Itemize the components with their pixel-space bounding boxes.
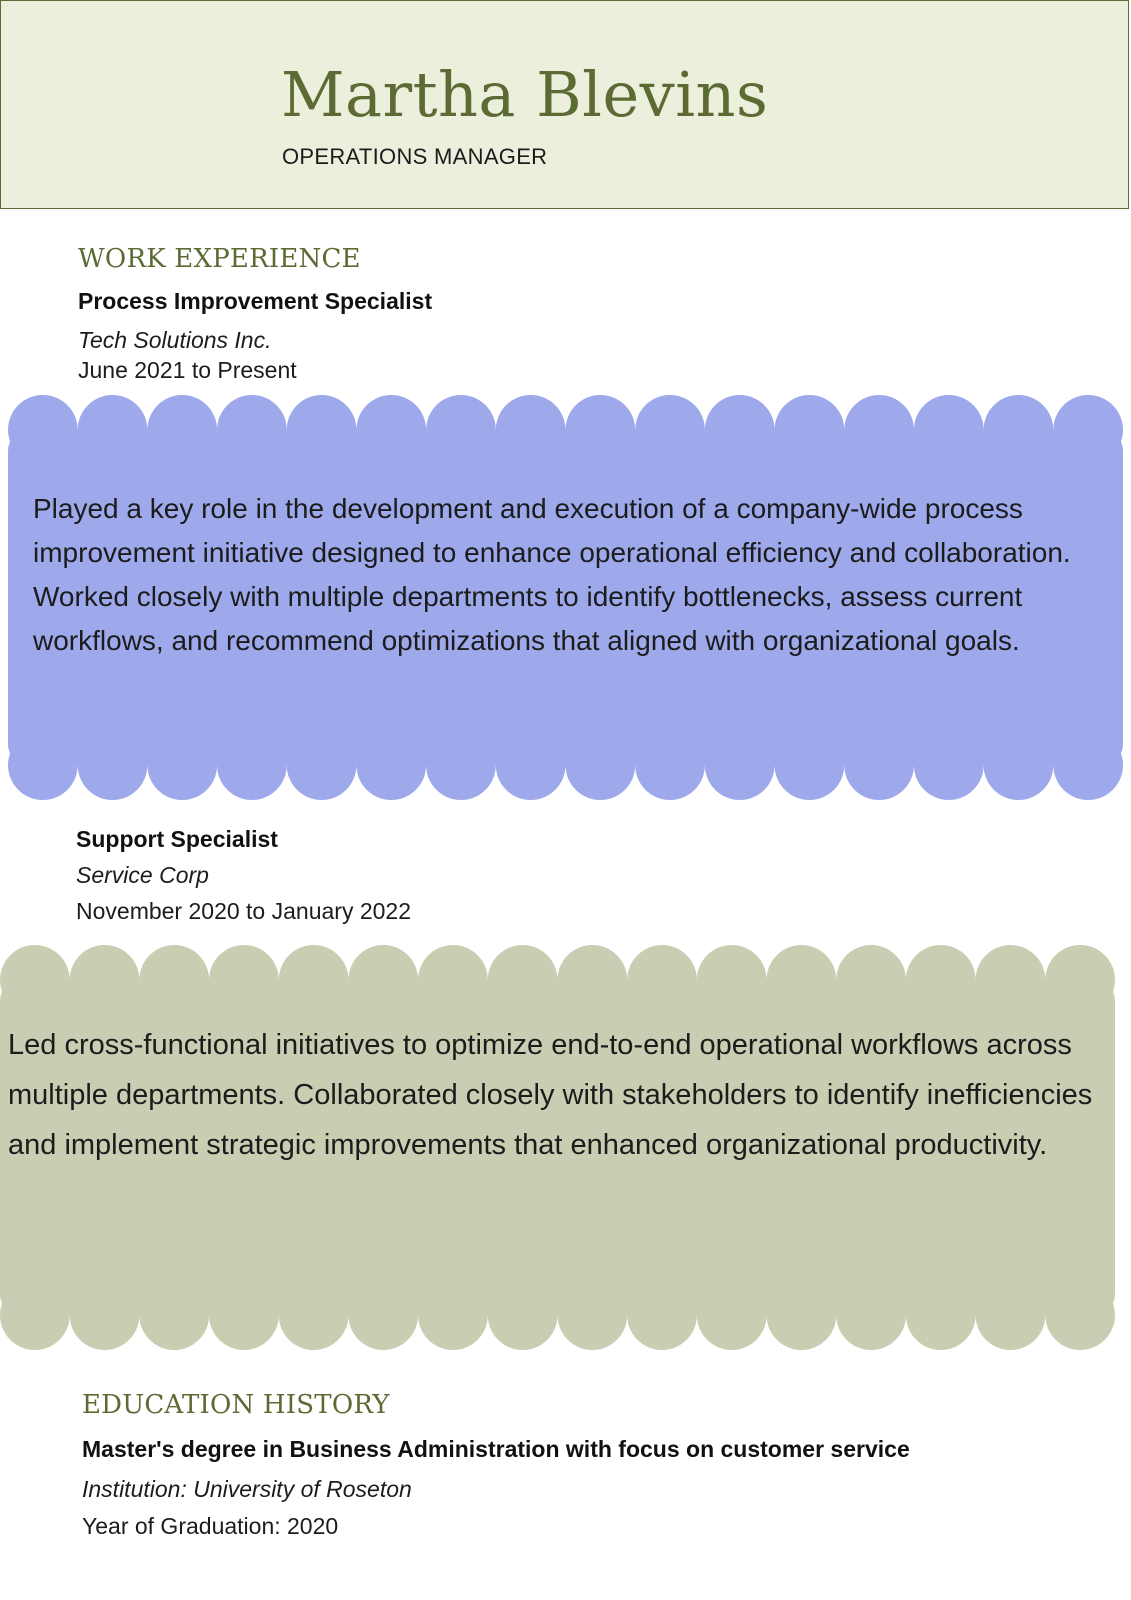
scallop-bottom-bump	[1053, 730, 1123, 800]
scallop-bottom-bump	[217, 730, 287, 800]
scallop-top-bump	[488, 945, 558, 1015]
scallop-top-bump	[0, 945, 70, 1015]
scallop-bottom-bump	[767, 1280, 837, 1350]
scallop-bottom-bump	[209, 1280, 279, 1350]
person-name: Martha Blevins	[281, 58, 769, 131]
scallop-top-bump	[767, 945, 837, 1015]
scallop-top-bump	[635, 395, 705, 465]
scallop-top-bump	[78, 395, 148, 465]
scallop-top-bump	[906, 945, 976, 1015]
scallop-bottom-bump	[844, 730, 914, 800]
scallop-bottom-bump	[279, 1280, 349, 1350]
scallop-bottom-bump	[418, 1280, 488, 1350]
scallop-top-bump	[775, 395, 845, 465]
scallop-bottom-bump	[356, 730, 426, 800]
header-banner	[0, 0, 1129, 209]
degree-title: Master's degree in Business Administration with focus on customer service	[82, 1436, 910, 1462]
scallop-top-bump	[627, 945, 697, 1015]
scallop-bottom-bump	[70, 1280, 140, 1350]
education-heading: EDUCATION HISTORY	[82, 1390, 390, 1420]
scallop-top-bump	[1053, 395, 1123, 465]
scallop-bottom-bump	[0, 1280, 70, 1350]
scallop-bottom-bump	[287, 730, 357, 800]
work-experience-heading: WORK EXPERIENCE	[78, 244, 361, 274]
scallop-bottom-bump	[775, 730, 845, 800]
scallop-bottom-bump	[8, 730, 78, 800]
job-title-2: Support Specialist	[76, 826, 278, 852]
scallop-bottom-bump	[348, 1280, 418, 1350]
scallop-bottom-bump	[139, 1280, 209, 1350]
job-description-2: Led cross-functional initiatives to optimize end-to-end operational workflows across multiple departments. Collaborated closely with stakeholders to identify inefficiencies and implement strategic improvements that enhanced organizational productivity.	[8, 1029, 1093, 1161]
scallop-top-bump	[279, 945, 349, 1015]
scallop-top-bump	[976, 945, 1046, 1015]
scallop-bottom-bump	[836, 1280, 906, 1350]
scallop-top-bump	[217, 395, 287, 465]
scallop-top-bump	[209, 945, 279, 1015]
scallop-top-bump	[147, 395, 217, 465]
job-dates-2: November 2020 to January 2022	[76, 898, 411, 924]
scallop-top-bump	[914, 395, 984, 465]
scallop-bottom-bump	[558, 1280, 628, 1350]
institution: Institution: University of Roseton	[82, 1476, 412, 1502]
scallop-bottom-bump	[906, 1280, 976, 1350]
scallop-bottom-bump	[147, 730, 217, 800]
scallop-top-bump	[558, 945, 628, 1015]
scallop-top-bump	[1045, 945, 1115, 1015]
scallop-top-bump	[984, 395, 1054, 465]
scallop-bottom-bump	[976, 1280, 1046, 1350]
scallop-bottom-bump	[496, 730, 566, 800]
scallop-bottom-bump	[705, 730, 775, 800]
scallop-top-bump	[496, 395, 566, 465]
scallop-top-bump	[836, 945, 906, 1015]
job-role: OPERATIONS MANAGER	[282, 144, 548, 169]
company-1: Tech Solutions Inc.	[78, 327, 272, 353]
scallop-top-bump	[566, 395, 636, 465]
job-description-1: Played a key role in the development and execution of a company-wide process improvement initiative designed to enhance operational efficiency and collaboration. Worked closely with multiple departments to identify bottlenecks, assess current workflows, and recommend optimizations that aligned with organizational goals.	[33, 493, 1071, 656]
scallop-bottom-bump	[488, 1280, 558, 1350]
scallop-bottom-bump	[627, 1280, 697, 1350]
job-dates-1: June 2021 to Present	[78, 357, 297, 383]
scallop-bottom-bump	[984, 730, 1054, 800]
scallop-bottom-bump	[78, 730, 148, 800]
scallop-bottom-bump	[914, 730, 984, 800]
scallop-top-bump	[697, 945, 767, 1015]
scallop-top-bump	[70, 945, 140, 1015]
scallop-bottom-bump	[1045, 1280, 1115, 1350]
scallop-bottom-bump	[426, 730, 496, 800]
scallop-top-bump	[8, 395, 78, 465]
graduation-year: Year of Graduation: 2020	[82, 1513, 339, 1539]
company-2: Service Corp	[76, 862, 209, 888]
scallop-top-bump	[426, 395, 496, 465]
scallop-top-bump	[356, 395, 426, 465]
scallop-top-bump	[348, 945, 418, 1015]
scallop-bottom-bump	[635, 730, 705, 800]
scallop-top-bump	[139, 945, 209, 1015]
scallop-top-bump	[705, 395, 775, 465]
scallop-top-bump	[287, 395, 357, 465]
scallop-top-bump	[844, 395, 914, 465]
scallop-bottom-bump	[697, 1280, 767, 1350]
scallop-top-bump	[418, 945, 488, 1015]
scallop-bottom-bump	[566, 730, 636, 800]
job-title-1: Process Improvement Specialist	[78, 288, 433, 314]
